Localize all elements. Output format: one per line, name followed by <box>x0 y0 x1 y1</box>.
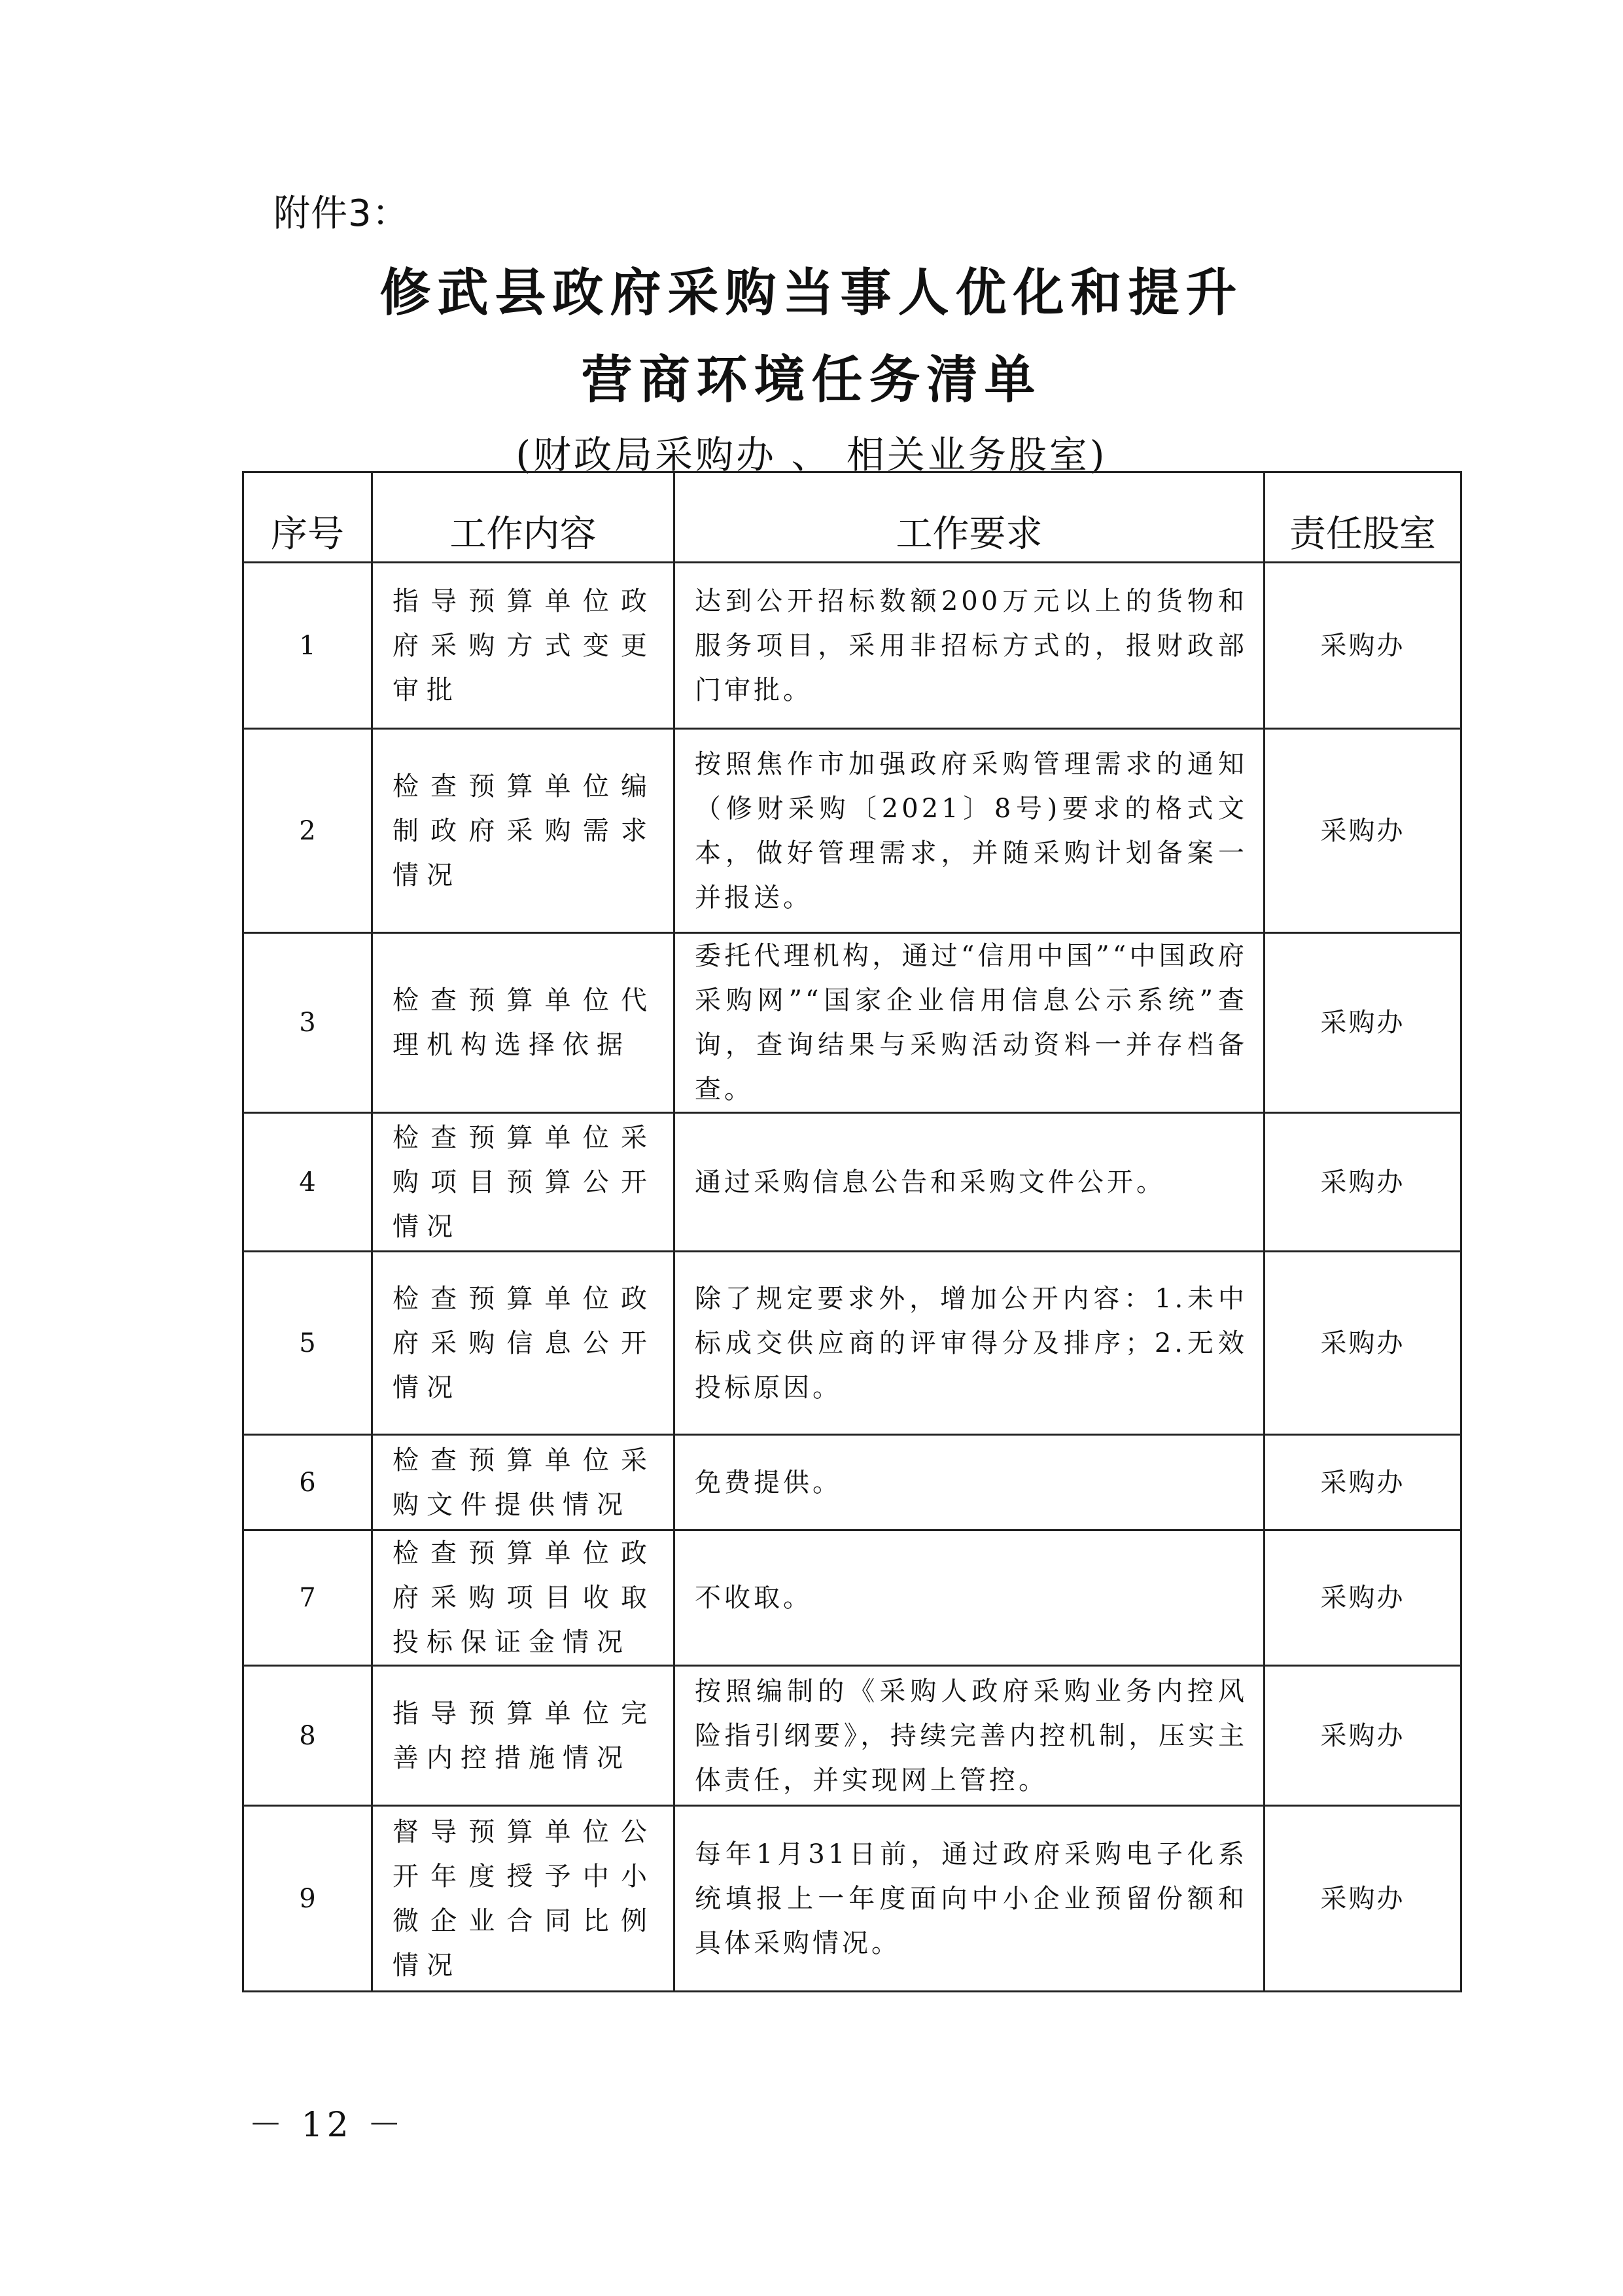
table-row <box>243 1435 1461 1530</box>
row-serial: 8 <box>243 1666 372 1806</box>
row-requirement: 每年1月31日前，通过政府采购电子化系统填报上一年度面向中小企业预留份额和具体采购情况。 <box>674 1806 1265 1992</box>
row-dept: 采购办 <box>1265 1530 1461 1666</box>
row-serial: 6 <box>243 1435 372 1530</box>
header-serial: 序号 <box>243 472 372 563</box>
row-content: 检查预算单位采购文件提供情况 <box>372 1435 674 1530</box>
row-serial: 3 <box>243 933 372 1113</box>
row-requirement: 达到公开招标数额200万元以上的货物和服务项目，采用非招标方式的，报财政部门审批。 <box>674 563 1265 729</box>
page-number: － 12 － <box>249 2106 406 2145</box>
row-requirement: 按照焦作市加强政府采购管理需求的通知（修财采购〔2021〕8号)要求的格式文本，做好管理需求，并随采购计划备案一并报送。 <box>674 729 1265 933</box>
row-serial: 4 <box>243 1113 372 1252</box>
row-dept: 采购办 <box>1265 1666 1461 1806</box>
header-work-content: 工作内容 <box>372 472 674 563</box>
document-title-line1: 修武县政府采购当事人优化和提升 <box>379 264 1244 323</box>
task-table <box>242 471 1462 1992</box>
row-content: 督导预算单位公开年度授予中小微企业合同比例情况 <box>372 1806 674 1992</box>
row-serial: 5 <box>243 1252 372 1435</box>
attachment-label: 附件3： <box>273 192 410 235</box>
header-responsible-dept: 责任股室 <box>1265 472 1461 563</box>
table-row <box>243 1806 1461 1992</box>
row-content: 指导预算单位完善内控措施情况 <box>372 1666 674 1806</box>
row-content: 检查预算单位代理机构选择依据 <box>372 933 674 1113</box>
table-row <box>243 1530 1461 1666</box>
table-header-row <box>243 472 1461 563</box>
header-work-requirement: 工作要求 <box>674 472 1265 563</box>
row-requirement: 委托代理机构，通过“信用中国”“中国政府采购网”“国家企业信用信息公示系统”查询，查询结果与采购活动资料一并存档备查。 <box>674 933 1265 1113</box>
row-dept: 采购办 <box>1265 729 1461 933</box>
row-serial: 9 <box>243 1806 372 1992</box>
row-content: 指导预算单位政府采购方式变更审批 <box>372 563 674 729</box>
row-dept: 采购办 <box>1265 1806 1461 1992</box>
row-requirement: 免费提供。 <box>674 1435 1265 1530</box>
row-requirement: 通过采购信息公告和采购文件公开。 <box>674 1113 1265 1252</box>
table-row <box>243 1113 1461 1252</box>
row-content: 检查预算单位采购项目预算公开情况 <box>372 1113 674 1252</box>
row-content: 检查预算单位政府采购信息公开情况 <box>372 1252 674 1435</box>
document-title-line2: 营商环境任务清单 <box>581 351 1042 410</box>
row-dept: 采购办 <box>1265 1252 1461 1435</box>
row-dept: 采购办 <box>1265 563 1461 729</box>
row-dept: 采购办 <box>1265 933 1461 1113</box>
table-row <box>243 729 1461 933</box>
table-row <box>243 933 1461 1113</box>
row-dept: 采购办 <box>1265 1435 1461 1530</box>
table-row <box>243 563 1461 729</box>
table-row <box>243 1252 1461 1435</box>
row-serial: 7 <box>243 1530 372 1666</box>
row-requirement: 不收取。 <box>674 1530 1265 1666</box>
row-serial: 1 <box>243 563 372 729</box>
table-row <box>243 1666 1461 1806</box>
row-content: 检查预算单位政府采购项目收取投标保证金情况 <box>372 1530 674 1666</box>
document-subtitle: (财政局采购办 、 相关业务股室) <box>515 433 1108 477</box>
row-serial: 2 <box>243 729 372 933</box>
row-content: 检查预算单位编制政府采购需求情况 <box>372 729 674 933</box>
row-requirement: 按照编制的《采购人政府采购业务内控风险指引纲要》，持续完善内控机制，压实主体责任，并实现网上管控。 <box>674 1666 1265 1806</box>
row-requirement: 除了规定要求外，增加公开内容：1.未中标成交供应商的评审得分及排序；2.无效投标原因。 <box>674 1252 1265 1435</box>
row-dept: 采购办 <box>1265 1113 1461 1252</box>
